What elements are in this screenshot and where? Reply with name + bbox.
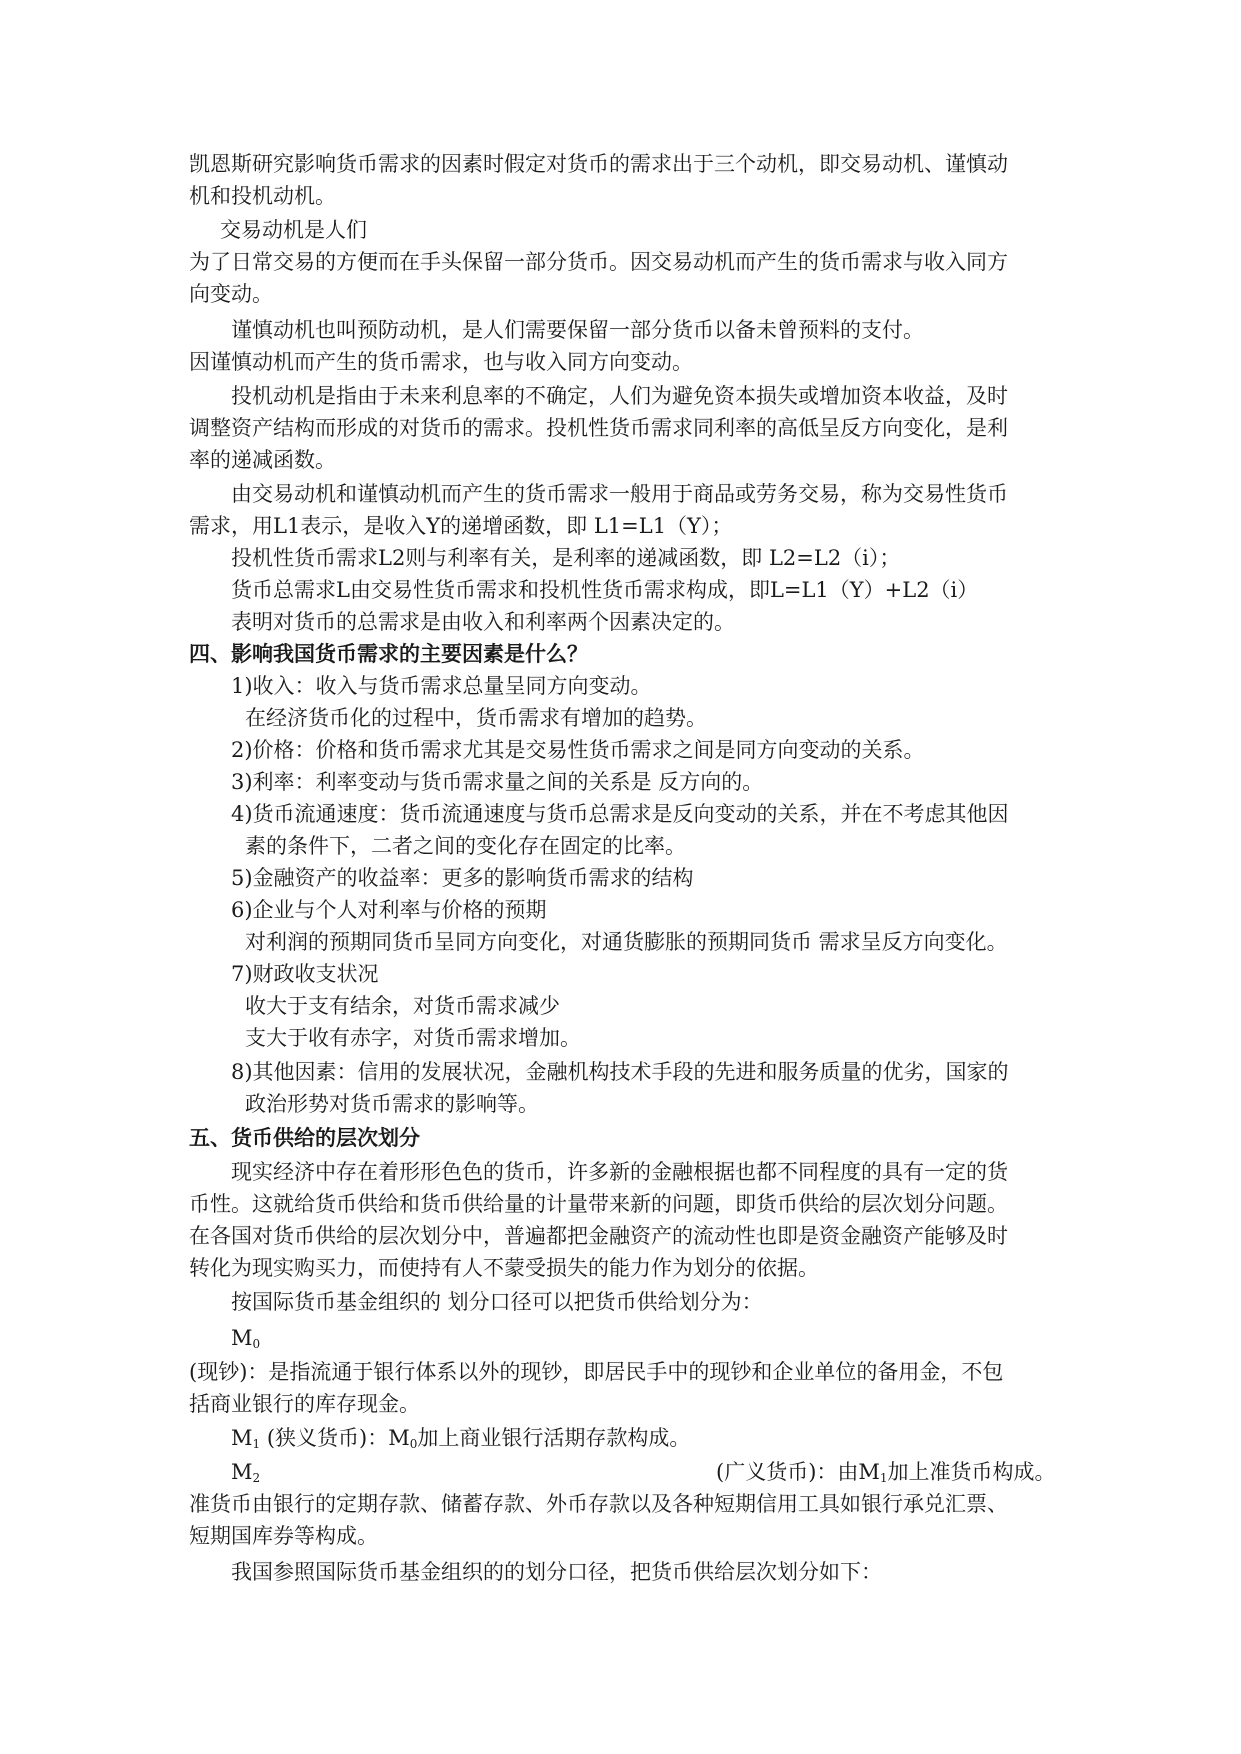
paragraph-line: 币性。这就给货币供给和货币供给量的计量带来新的问题，即货币供给的层次划分问题。 — [189, 1192, 1008, 1216]
paragraph-line: 投机动机是指由于未来利息率的不确定，人们为避免资本损失或增加资本收益，及时 — [231, 384, 1008, 408]
paragraph-line: 括商业银行的库存现金。 — [189, 1392, 420, 1416]
paragraph-line: 投机性货币需求L2则与利率有关，是利率的递减函数，即 L2=L2（i）； — [231, 546, 901, 570]
paragraph-line: 表明对货币的总需求是由收入和利率两个因素决定的。 — [231, 610, 735, 634]
list-item: 5)金融资产的收益率：更多的影响货币需求的结构 — [231, 866, 694, 890]
paragraph-line: 现实经济中存在着形形色色的货币，许多新的金融根据也都不同程度的具有一定的货 — [231, 1160, 1008, 1184]
m0-label: $M_0$ — [231, 1326, 261, 1351]
paragraph-line: 向变动。 — [189, 282, 273, 306]
list-item: 8)其他因素：信用的发展状况，金融机构技术手段的先进和服务质量的优劣，国家的 — [231, 1060, 1009, 1084]
paragraph-line: 在经济货币化的过程中，货币需求有增加的趋势。 — [245, 706, 707, 730]
list-item: 2)价格：价格和货币需求尤其是交易性货币需求之间是同方向变动的关系。 — [231, 738, 925, 762]
paragraph-line: 因谨慎动机而产生的货币需求，也与收入同方向变动。 — [189, 350, 693, 374]
paragraph-line: 对利润的预期同货币呈同方向变化，对通货膨胀的预期同货币 需求呈反方向变化。 — [245, 930, 1008, 954]
m2-label: $M_2$ — [231, 1460, 261, 1485]
paragraph-line: 为了日常交易的方便而在手头保留一部分货币。因交易动机而产生的货币需求与收入同方 — [189, 250, 1008, 274]
m1-definition: $M_1$ (狭义货币)：$M_0$加上商业银行活期存款构成。 — [231, 1426, 691, 1451]
paragraph-line: 机和投机动机。 — [189, 184, 336, 208]
paragraph-line: 按国际货币基金组织的 划分口径可以把货币供给划分为： — [231, 1290, 763, 1314]
list-item: 6)企业与个人对利率与价格的预期 — [231, 898, 547, 922]
paragraph-line: 素的条件下，二者之间的变化存在固定的比率。 — [245, 834, 686, 858]
paragraph-line: 凯恩斯研究影响货币需求的因素时假定对货币的需求出于三个动机，即交易动机、谨慎动 — [189, 152, 1008, 176]
paragraph-line: 转化为现实购买力，而使持有人不蒙受损失的能力作为划分的依据。 — [189, 1256, 819, 1280]
paragraph-line: 货币总需求L由交易性货币需求和投机性货币需求构成，即L=L1（Y）+L2（i） — [231, 578, 979, 602]
paragraph-line: 交易动机是人们 — [220, 218, 367, 242]
paragraph-line: 谨慎动机也叫预防动机，是人们需要保留一部分货币以备未曾预料的支付。 — [231, 318, 924, 342]
paragraph-line: 支大于收有赤字，对货币需求增加。 — [245, 1026, 581, 1050]
list-item: 7)财政收支状况 — [231, 962, 379, 986]
paragraph-line: 我国参照国际货币基金组织的的划分口径，把货币供给层次划分如下： — [231, 1560, 882, 1584]
paragraph-line: 由交易动机和谨慎动机而产生的货币需求一般用于商品或劳务交易，称为交易性货币 — [231, 482, 1008, 506]
paragraph-line: 准货币由银行的定期存款、储蓄存款、外币存款以及各种短期信用工具如银行承兑汇票、 — [189, 1492, 1008, 1516]
list-item: 3)利率：利率变动与货币需求量之间的关系是 反方向的。 — [231, 770, 764, 794]
paragraph-line: 收大于支有结余，对货币需求减少 — [245, 994, 560, 1018]
section-heading: 四、影响我国货币需求的主要因素是什么？ — [189, 642, 588, 666]
m2-definition: (广义货币)：由$M_1$加上准货币构成。 — [716, 1460, 1056, 1485]
paragraph-line: 政治形势对货币需求的影响等。 — [245, 1092, 539, 1116]
paragraph-line: 在各国对货币供给的层次划分中，普遍都把金融资产的流动性也即是资金融资产能够及时 — [189, 1224, 1008, 1248]
paragraph-line: 率的递减函数。 — [189, 448, 336, 472]
list-item: 4)货币流通速度：货币流通速度与货币总需求是反向变动的关系，并在不考虑其他因 — [231, 802, 1009, 826]
paragraph-line: 需求，用L1表示，是收入Y的递增函数，即 L1=L1（Y）； — [189, 514, 733, 538]
paragraph-line: 短期国库券等构成。 — [189, 1524, 378, 1548]
paragraph-line: 调整资产结构而形成的对货币的需求。投机性货币需求同利率的高低呈反方向变化，是利 — [189, 416, 1008, 440]
section-heading: 五、货币供给的层次划分 — [189, 1126, 420, 1150]
paragraph-line: (现钞)：是指流通于银行体系以外的现钞，即居民手中的现钞和企业单位的备用金，不包 — [189, 1360, 1004, 1384]
list-item: 1)收入：收入与货币需求总量呈同方向变动。 — [231, 674, 652, 698]
